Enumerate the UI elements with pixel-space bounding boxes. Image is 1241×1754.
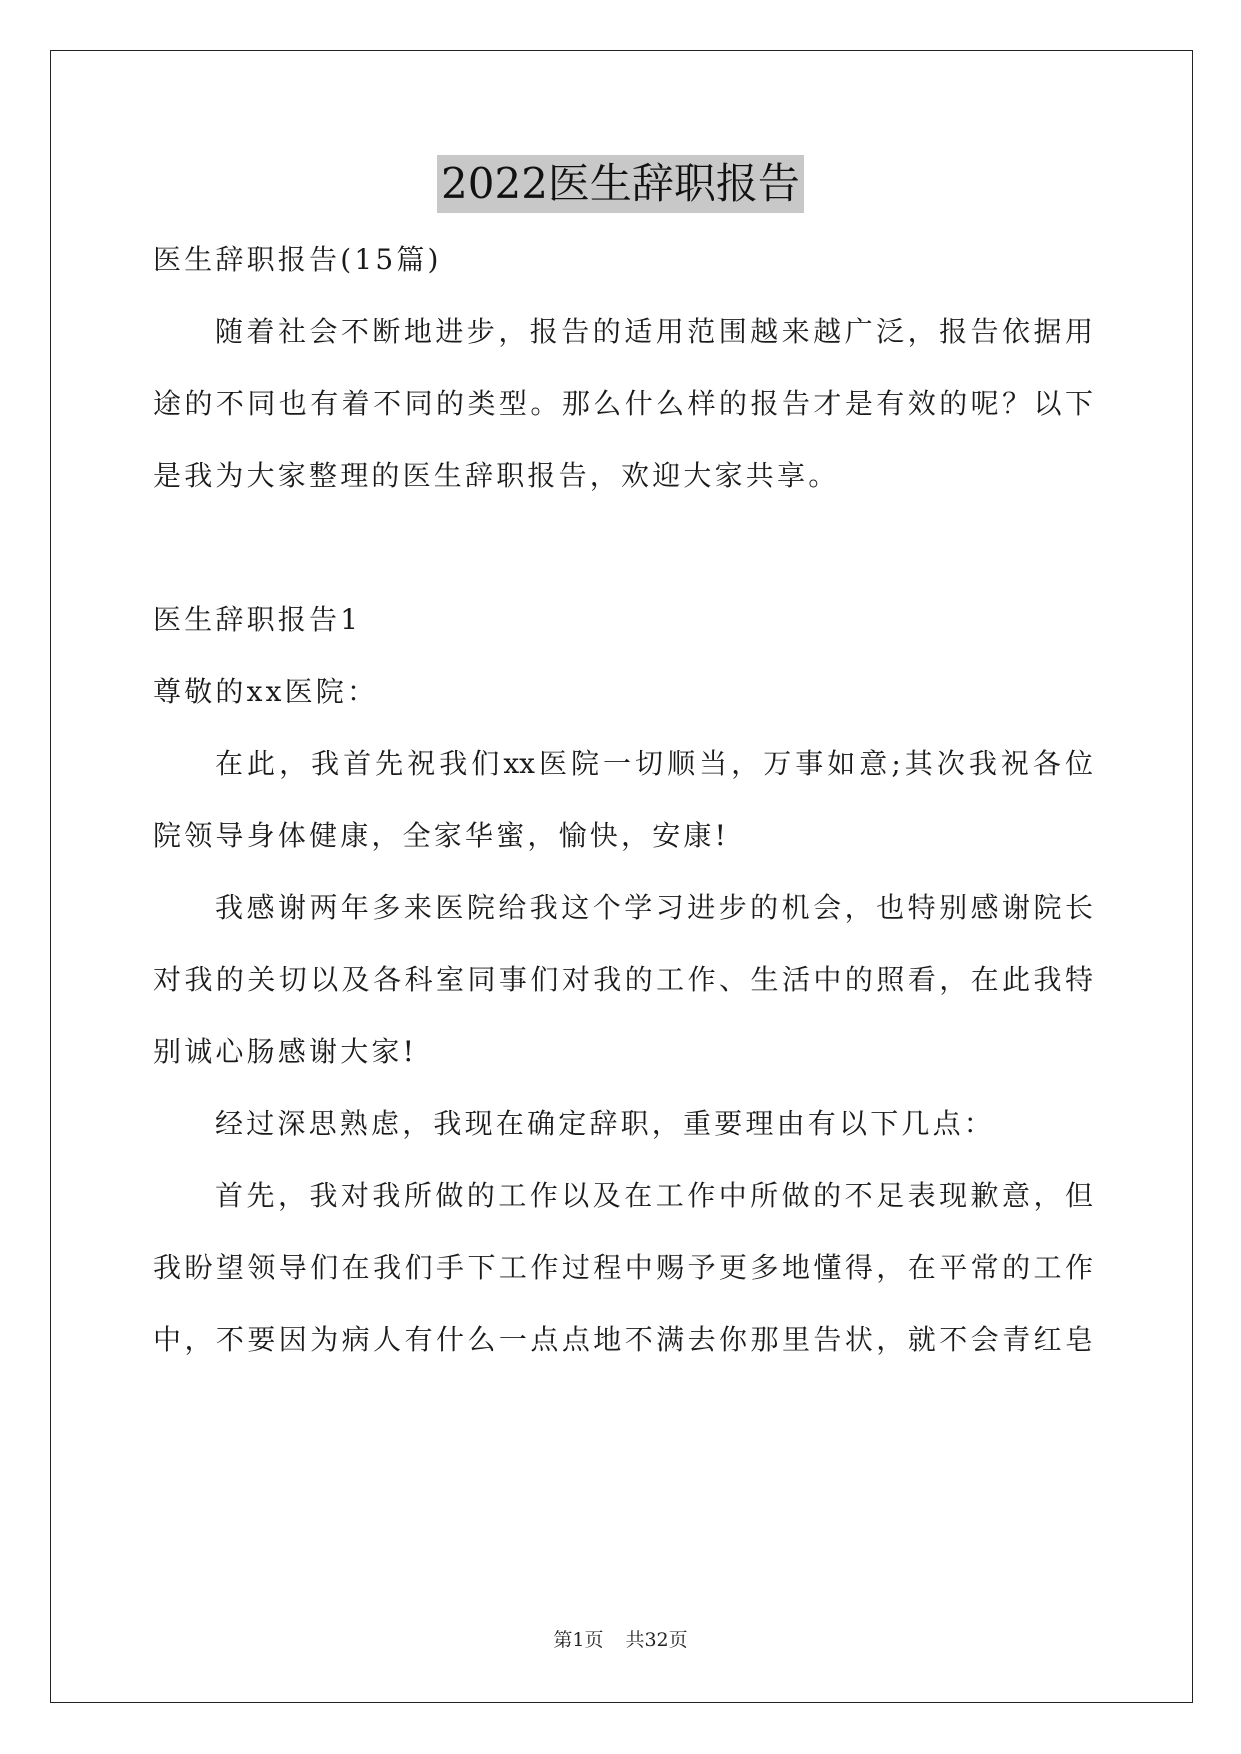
paragraph-line: 别诚心肠感谢大家!: [153, 1035, 418, 1068]
paragraph-line: 对我的关切以及各科室同事们对我的工作、生活中的照看，在此我特: [153, 963, 1093, 996]
page-footer: [0, 1628, 1241, 1652]
paragraph-line: 是我为大家整理的医生辞职报告，欢迎大家共享。: [153, 459, 840, 492]
salutation-line: 尊敬的xx医院：: [153, 675, 379, 708]
paragraph-line: 我感谢两年多来医院给我这个学习进步的机会，也特别感谢院长: [215, 891, 1093, 924]
paragraph-line: 经过深思熟虑，我现在确定辞职，重要理由有以下几点：: [215, 1107, 996, 1140]
section-heading: 医生辞职报告1: [153, 603, 362, 636]
subtitle-line: 医生辞职报告(15篇): [153, 243, 442, 276]
paragraph-line: 院领导身体健康，全家华蜜，愉快，安康!: [153, 819, 730, 852]
page-total: 共32页: [625, 1629, 688, 1651]
page-number: 第1页: [553, 1629, 604, 1651]
paragraph-line: 中，不要因为病人有什么一点点地不满去你那里告状，就不会青红皂: [153, 1323, 1093, 1356]
title-wrap: [0, 155, 1241, 213]
paragraph-line: 我盼望领导们在我们手下工作过程中赐予更多地懂得，在平常的工作: [153, 1251, 1093, 1284]
page-border: [50, 50, 1193, 1703]
paragraph-line: 途的不同也有着不同的类型。那么什么样的报告才是有效的呢？以下: [153, 387, 1093, 420]
document-title: 2022医生辞职报告: [437, 155, 804, 213]
paragraph-line: 在此，我首先祝我们xx医院一切顺当，万事如意;其次我祝各位: [215, 747, 1093, 780]
paragraph-line: 首先，我对我所做的工作以及在工作中所做的不足表现歉意，但: [215, 1179, 1093, 1212]
paragraph-line: 随着社会不断地进步，报告的适用范围越来越广泛，报告依据用: [215, 315, 1093, 348]
